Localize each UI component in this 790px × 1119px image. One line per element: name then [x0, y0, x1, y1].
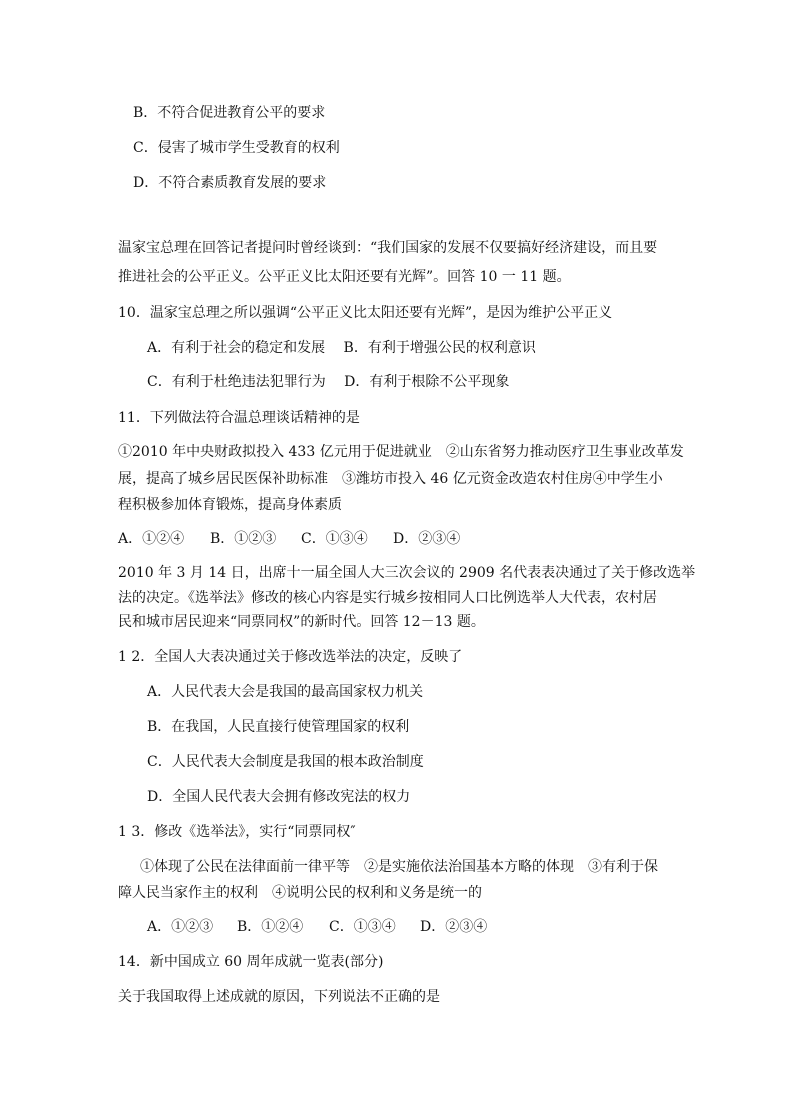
prev-option-c: C．侵害了城市学生受教育的权利	[133, 140, 340, 156]
passage-2-line-1: 2010 年 3 月 14 日，出席十一届全国人大三次会议的 2909 名代表表决通过了关于修改选举	[118, 565, 696, 581]
question-14-prompt: 关于我国取得上述成就的原因，下列说法不正确的是	[118, 989, 440, 1005]
question-13-statement-line-2: 障人民当家作主的权利 ④说明公民的权利和义务是统一的	[118, 885, 482, 901]
passage-2-line-2: 法的决定。《选举法》修改的核心内容是实行城乡按相同人口比例选举人大代表，农村居	[118, 590, 657, 606]
passage-2-line-3: 民和城市居民迎来“同票同权”的新时代。回答 12－13 题。	[118, 614, 485, 630]
passage-1-line-1: 温家宝总理在回答记者提问时曾经谈到：“我们国家的发展不仅要搞好经济建设，而且要	[118, 240, 658, 256]
question-11-option-d: D．②③④	[393, 531, 461, 547]
question-12-stem: 1 2．全国人大表决通过关于修改选举法的决定，反映了	[118, 649, 463, 665]
question-11-statement-line-2: 展，提高了城乡居民医保补助标准 ③潍坊市投入 46 亿元资金改造农村住房④中学生小	[118, 471, 663, 487]
question-13-statement-line-1: ①体现了公民在法律面前一律平等 ②是实施依法治国基本方略的体现 ③有利于保	[140, 859, 658, 875]
question-13-option-a: A．①②③	[147, 919, 214, 935]
question-12-option-a: A．人民代表大会是我国的最高国家权力机关	[147, 684, 424, 700]
question-13-option-d: D．②③④	[420, 919, 488, 935]
question-11-stem: 11．下列做法符合温总理谈话精神的是	[118, 410, 360, 426]
question-11-option-b: B．①②③	[210, 531, 277, 547]
question-11-statement-line-3: 程积极参加体育锻炼，提高身体素质	[118, 497, 342, 513]
prev-option-b: B．不符合促进教育公平的要求	[133, 105, 326, 121]
question-14-stem: 14．新中国成立 60 周年成就一览表(部分)	[118, 954, 384, 970]
question-10-stem: 10．温家宝总理之所以强调“公平正义比太阳还要有光辉”，是因为维护公平正义	[118, 305, 613, 321]
question-11-option-a: A．①②④	[118, 531, 185, 547]
question-10-options-row-1: A．有利于社会的稳定和发展 B．有利于增强公民的权利意识	[147, 340, 536, 356]
question-11-statement-line-1: ①2010 年中央财政拟投入 433 亿元用于促进就业 ②山东省努力推动医疗卫生事业改革发	[118, 444, 684, 460]
passage-1-line-2: 推进社会的公平正义。公平正义比太阳还要有光辉”。回答 10 一 11 题。	[118, 269, 571, 285]
question-13-stem: 1 3．修改《选举法》，实行“同票同权″	[118, 824, 356, 840]
question-12-option-b: B．在我国，人民直接行使管理国家的权利	[147, 719, 410, 735]
question-13-options	[147, 917, 487, 937]
question-12-option-c: C．人民代表大会制度是我国的根本政治制度	[147, 754, 424, 770]
question-13-option-b: B．①②④	[237, 919, 304, 935]
question-12-option-d: D．全国人民代表大会拥有修改宪法的权力	[147, 789, 411, 805]
question-10-options-row-2: C．有利于杜绝违法犯罪行为 D．有利于根除不公平现象	[147, 374, 510, 390]
question-11-options	[118, 529, 460, 549]
prev-option-d: D．不符合素质教育发展的要求	[133, 175, 327, 191]
question-13-option-c: C．①③④	[329, 919, 396, 935]
question-11-option-c: C．①③④	[301, 531, 368, 547]
